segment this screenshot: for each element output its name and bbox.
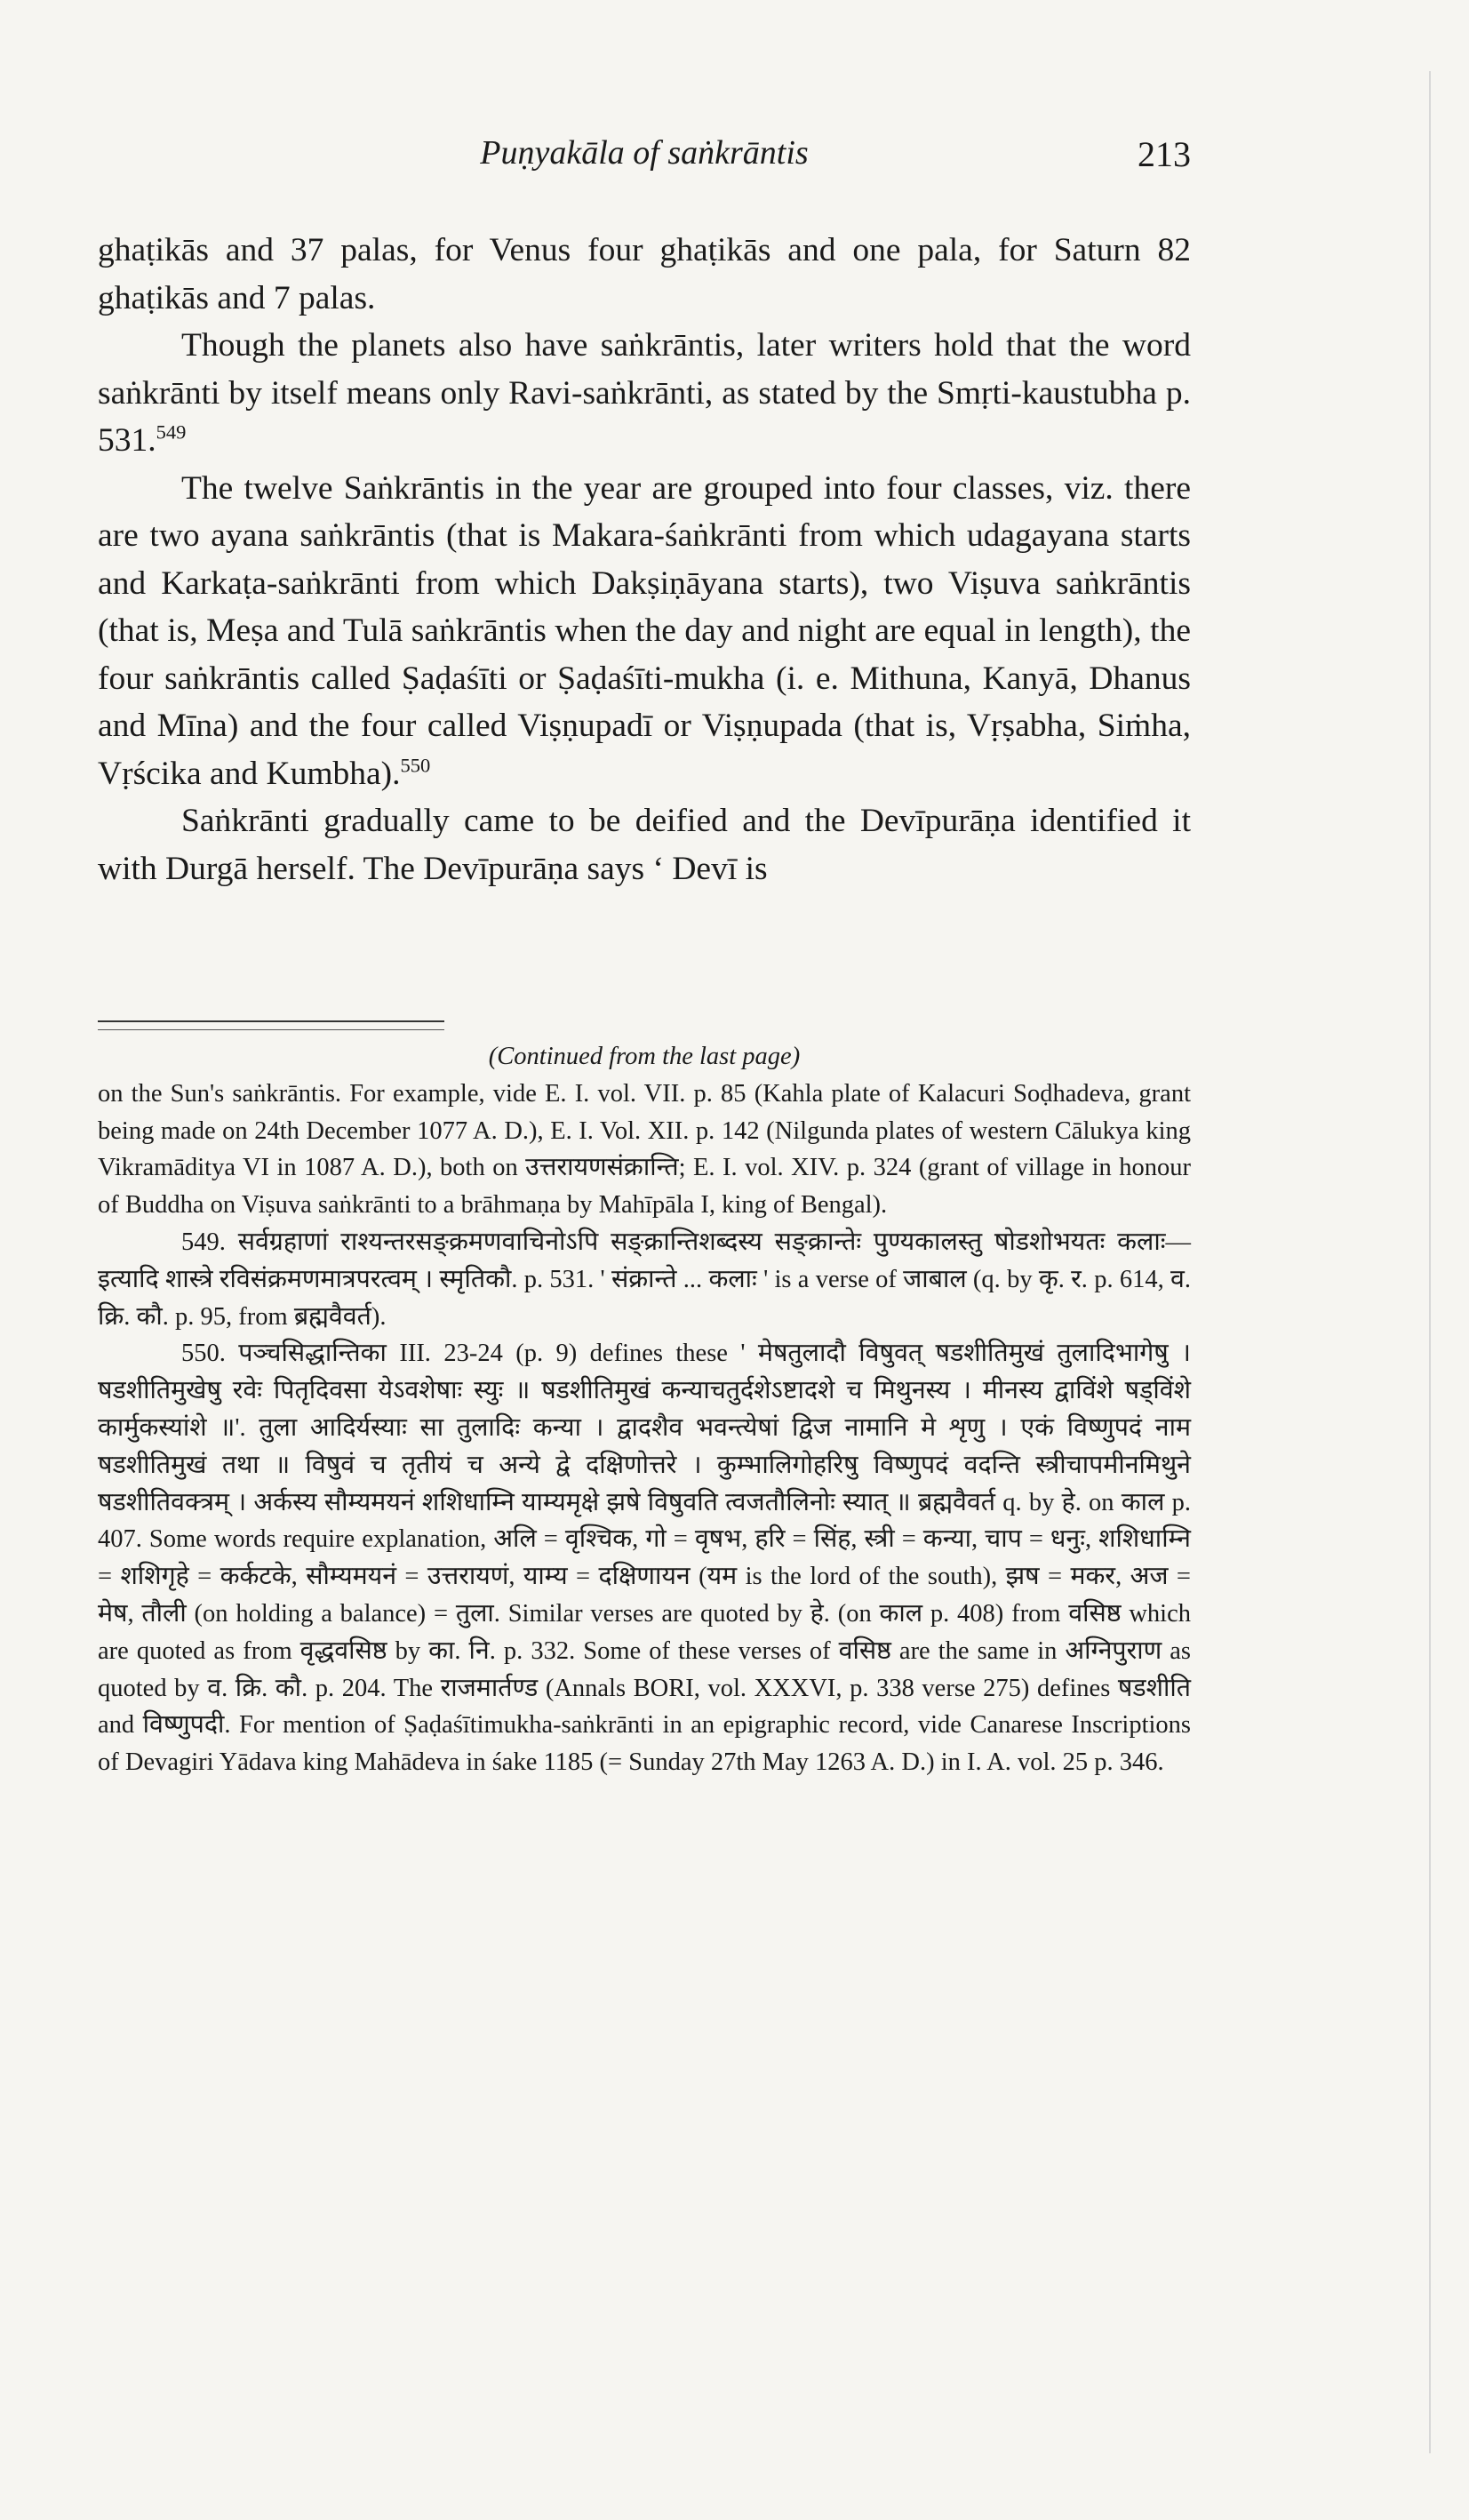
footnote-continued-text: on the Sun's saṅkrāntis. For example, vide E. I. vol. VII. p. 85 (Kahla plate of Kalacuri Soḍhadeva, grant being made on 24th December 1077 A. D.), E. I. Vol. XII. p. 142 (Nilgunda plates of western Cālukya king Vikramāditya VI in 1087 A. D.), both on उत्तरायणसंक्रान्ति; E. I. vol. XIV. p. 324 (grant of village in honour of Buddha on Viṣuva saṅkrānti to a brāhmaṇa by Mahīpāla I, king of Bengal). (98, 1079, 1191, 1220)
paragraph-4 (98, 797, 1191, 892)
footnotes (98, 1038, 1191, 1781)
page-header (98, 133, 1191, 187)
paragraph-2-text: Though the planets also have saṅkrāntis, later writers hold that the word saṅkrānti by itself means only Ravi-saṅkrānti, as stated by the Smṛti-kaustubha p. 531. (98, 327, 1191, 459)
footnote-ref-549[interactable]: 549 (156, 420, 187, 444)
paragraph-3-text: The twelve Saṅkrāntis in the year are grouped into four classes, viz. there are two ayana saṅkrāntis (that is Makara-śaṅkrānti from which udagayana starts and Karkaṭa-saṅkrānti from which Dakṣiṇāyana starts), two Viṣuva saṅkrāntis (that is, Meṣa and Tulā saṅkrāntis when the day and night are equal in length), the four saṅkrāntis called Ṣaḍaśīti or Ṣaḍaśīti-mukha (i. e. Mithuna, Kanyā, Dhanus and Mīna) and the four called Viṣṇupadī or Viṣṇupada (that is, Vṛṣabha, Siṁha, Vṛścika and Kumbha). (98, 469, 1191, 792)
main-text (98, 227, 1191, 892)
scan-margin-line (1429, 71, 1431, 2453)
footnote-549: 549. सर्वग्रहाणां राश्यन्तरसङ्क्रमणवाचिनोऽपि सङ्क्रान्तिशब्दस्य सङ्क्रान्तेः पुण्यकालस्तु षोडशोभयतः कलाः— इत्यादि शास्त्रे रविसंक्रमणमात्रपरत्वम् । स्मृतिकौ. p. 531. ' संक्रान्ते ... कलाः ' is a verse of जाबाल (q. by कृ. र. p. 614, व. क्रि. कौ. p. 95, from ब्रह्मवैवर्त). (98, 1228, 1191, 1331)
paragraph-1-text: ghaṭikās and 37 palas, for Venus four ghaṭikās and one pala, for Saturn 82 ghaṭikās and 7 palas. (98, 232, 1191, 316)
page-number: 213 (1138, 134, 1191, 174)
continued-label: (Continued from the last page) (488, 1043, 801, 1070)
footnote-550: 550. पञ्चसिद्धान्तिका III. 23-24 (p. 9) defines these ' मेषतुलादौ विषुवत् षडशीतिमुखं तुलादिभागेषु । षडशीतिमुखेषु रवेः पितृदिवसा येऽवशेषाः स्युः ॥ षडशीतिमुखं कन्याचतुर्दशेऽष्टादशे च मिथुनस्य । मीनस्य द्वाविंशे षड्विंशे कार्मुकस्यांशे ॥'. तुला आदिर्यस्याः सा तुलादिः कन्या । द्वादशैव भवन्त्येषां द्विज नामानि मे शृणु । एकं विष्णुपदं नाम षडशीतिमुखं तथा ॥ विषुवं च तृतीयं च अन्ये द्वे दक्षिणोत्तरे । कुम्भालिगोहरिषु विष्णुपदं वदन्ति स्त्रीचापमीनमिथुने षडशीतिवक्त्रम् । अर्कस्य सौम्यमयनं शशिधाम्नि याम्यमृक्षे झषे विषुवति त्वजतौलिनोः स्यात् ॥ ब्रह्मवैवर्त q. by हे. on काल p. 407. Some words require explanation, अलि = वृश्चिक, गो = वृषभ, हरि = सिंह, स्त्री = कन्या, चाप = धनुः, शशिधाम्नि = शशिगृहे = कर्कटके, सौम्यमयनं = उत्तरायणं, याम्य = दक्षिणायन (यम is the lord of the south), झष = मकर, अज = मेष, तौली (on holding a balance) = तुला. Similar verses are quoted by हे. (on काल p. 408) from वसिष्ठ which are quoted as from वृद्धवसिष्ठ by का. नि. p. 332. Some of these verses of वसिष्ठ are the same in अग्निपुराण as quoted by व. क्रि. कौ. p. 204. The राजमार्तण्ड (Annals BORI, vol. XXXVI, p. 338 verse 275) defines षडशीति and विष्णुपदी. For mention of Ṣaḍaśītimukha-saṅkrānti in an epigraphic record, vide Canarese Inscriptions of Devagiri Yādava king Mahādeva in śake 1185 (= Sunday 27th May 1263 A. D.) in I. A. vol. 25 p. 346. (98, 1340, 1191, 1777)
footnote-divider-secondary (98, 1029, 444, 1030)
footnote-ref-550[interactable]: 550 (400, 754, 431, 776)
paragraph-1 (98, 227, 1191, 322)
paragraph-2 (98, 322, 1191, 465)
running-head: Puṇyakāla of saṅkrāntis (480, 134, 809, 172)
footnote-divider (98, 1020, 444, 1022)
paragraph-3 (98, 465, 1191, 798)
paragraph-4-text: Saṅkrānti gradually came to be deified and the Devīpurāṇa identified it with Durgā herself. The Devīpurāṇa says ‘ Devī is (98, 803, 1191, 887)
